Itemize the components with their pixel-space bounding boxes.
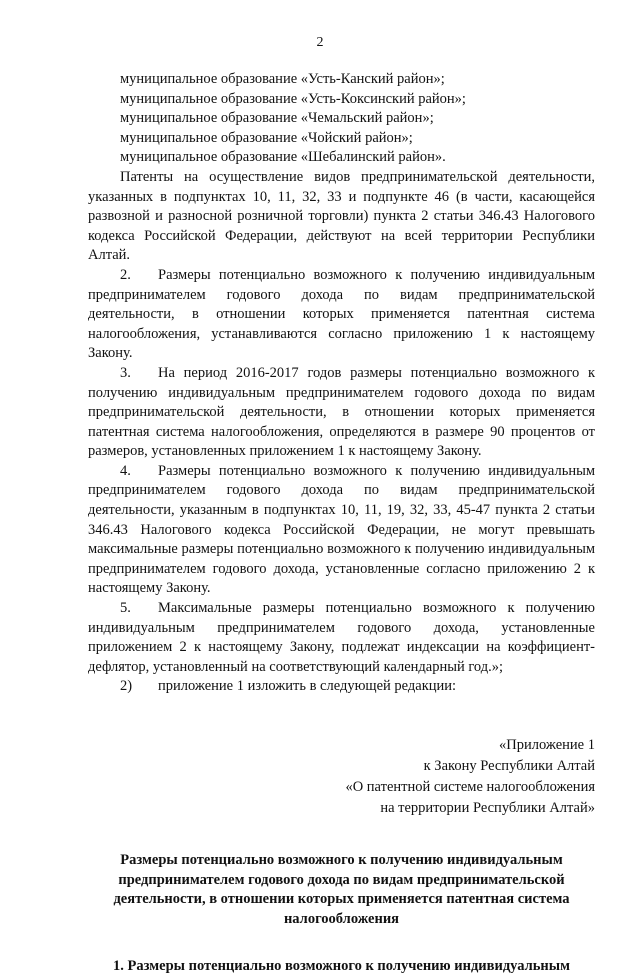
list-item	[88, 266, 595, 364]
municipality-line: муниципальное образование «Шебалинский район».	[120, 149, 446, 166]
municipality-line: муниципальное образование «Чемальский район»;	[120, 110, 434, 127]
list-item-text: приложение 1 изложить в следующей редакции:	[158, 678, 457, 695]
list-item-number: 3.	[120, 364, 131, 381]
list-item-text: На период 2016-2017 годов размеры потенциально возможного к получению индивидуальным предпринимателем годового дохода по видам предпринимательской деятельности, в отношении которых применяется патентная система налогообложения, определяются в размере 90 процентов от размеров, установленных приложением 1 к настоящему Закону.	[88, 364, 595, 460]
section-heading: 1. Размеры потенциально возможного к получению индивидуальным	[113, 958, 570, 975]
appendix-reference	[88, 735, 595, 819]
list-item-number: 2.	[120, 266, 131, 283]
appendix-line: «Приложение 1	[499, 737, 595, 753]
appendix-line: «О патентной системе налогообложения	[345, 779, 595, 795]
list-item-number: 2)	[120, 678, 133, 695]
list-item	[88, 677, 595, 697]
list-item-text: Размеры потенциально возможного к получению индивидуальным предпринимателем годового дохода по видам предпринимательской деятельности, указанным в подпунктах 10, 11, 19, 32, 33, 45-47 пункта 2 статьи 346.43 Налогового кодекса Российской Федерации, не могут превышать максимальные размеры потенциально возможного к получению индивидуальным предпринимателем годового дохода, установленные согласно приложению 2 к настоящему Закону.	[88, 462, 595, 597]
appendix-line: к Закону Республики Алтай	[423, 758, 595, 774]
title-line: налогообложения	[283, 910, 400, 927]
page-number: 2	[316, 35, 324, 50]
list-item-number: 5.	[120, 600, 131, 617]
appendix-title	[88, 851, 595, 929]
appendix-line: на территории Республики Алтай»	[380, 800, 595, 816]
list-item	[88, 462, 595, 599]
title-line: Размеры потенциально возможного к получению индивидуальным	[120, 852, 563, 868]
title-line: предпринимателем годового дохода по видам предпринимательской	[118, 871, 565, 888]
list-item-text: Размеры потенциально возможного к получению индивидуальным предпринимателем годового дохода по видам предпринимательской деятельности, в отношении которых применяется патентная система налогообложения, устанавливаются согласно приложению 1 к настоящему Закону.	[88, 266, 595, 362]
patents-paragraph: Патенты на осуществление видов предпринимательской деятельности, указанных в подпунктах 10, 11, 32, 33 и подпункте 46 (в части, касающейся развозной и разносной розничной торговли) пункта 2 статьи 346.43 Налогового кодекса Российской Федерации, действуют на всей территории Республики Алтай.	[88, 168, 595, 264]
list-item	[88, 599, 595, 677]
list-item	[88, 364, 595, 462]
municipality-line: муниципальное образование «Чойский район»;	[120, 129, 413, 146]
list-item-number: 4.	[120, 462, 131, 479]
title-line: деятельности, в отношении которых применяется патентная система	[113, 891, 570, 908]
list-item-text: Максимальные размеры потенциально возможного к получению индивидуальным предпринимателем годового дохода, установленные приложением 2 к настоящему Закону, подлежат индексации на коэффициент-дефлятор, установленный на соответствующий календарный год.»;	[88, 600, 595, 675]
municipality-line: муниципальное образование «Усть-Коксинский район»;	[120, 90, 466, 107]
municipality-line: муниципальное образование «Усть-Канский район»;	[120, 71, 445, 87]
document-body	[88, 70, 595, 977]
